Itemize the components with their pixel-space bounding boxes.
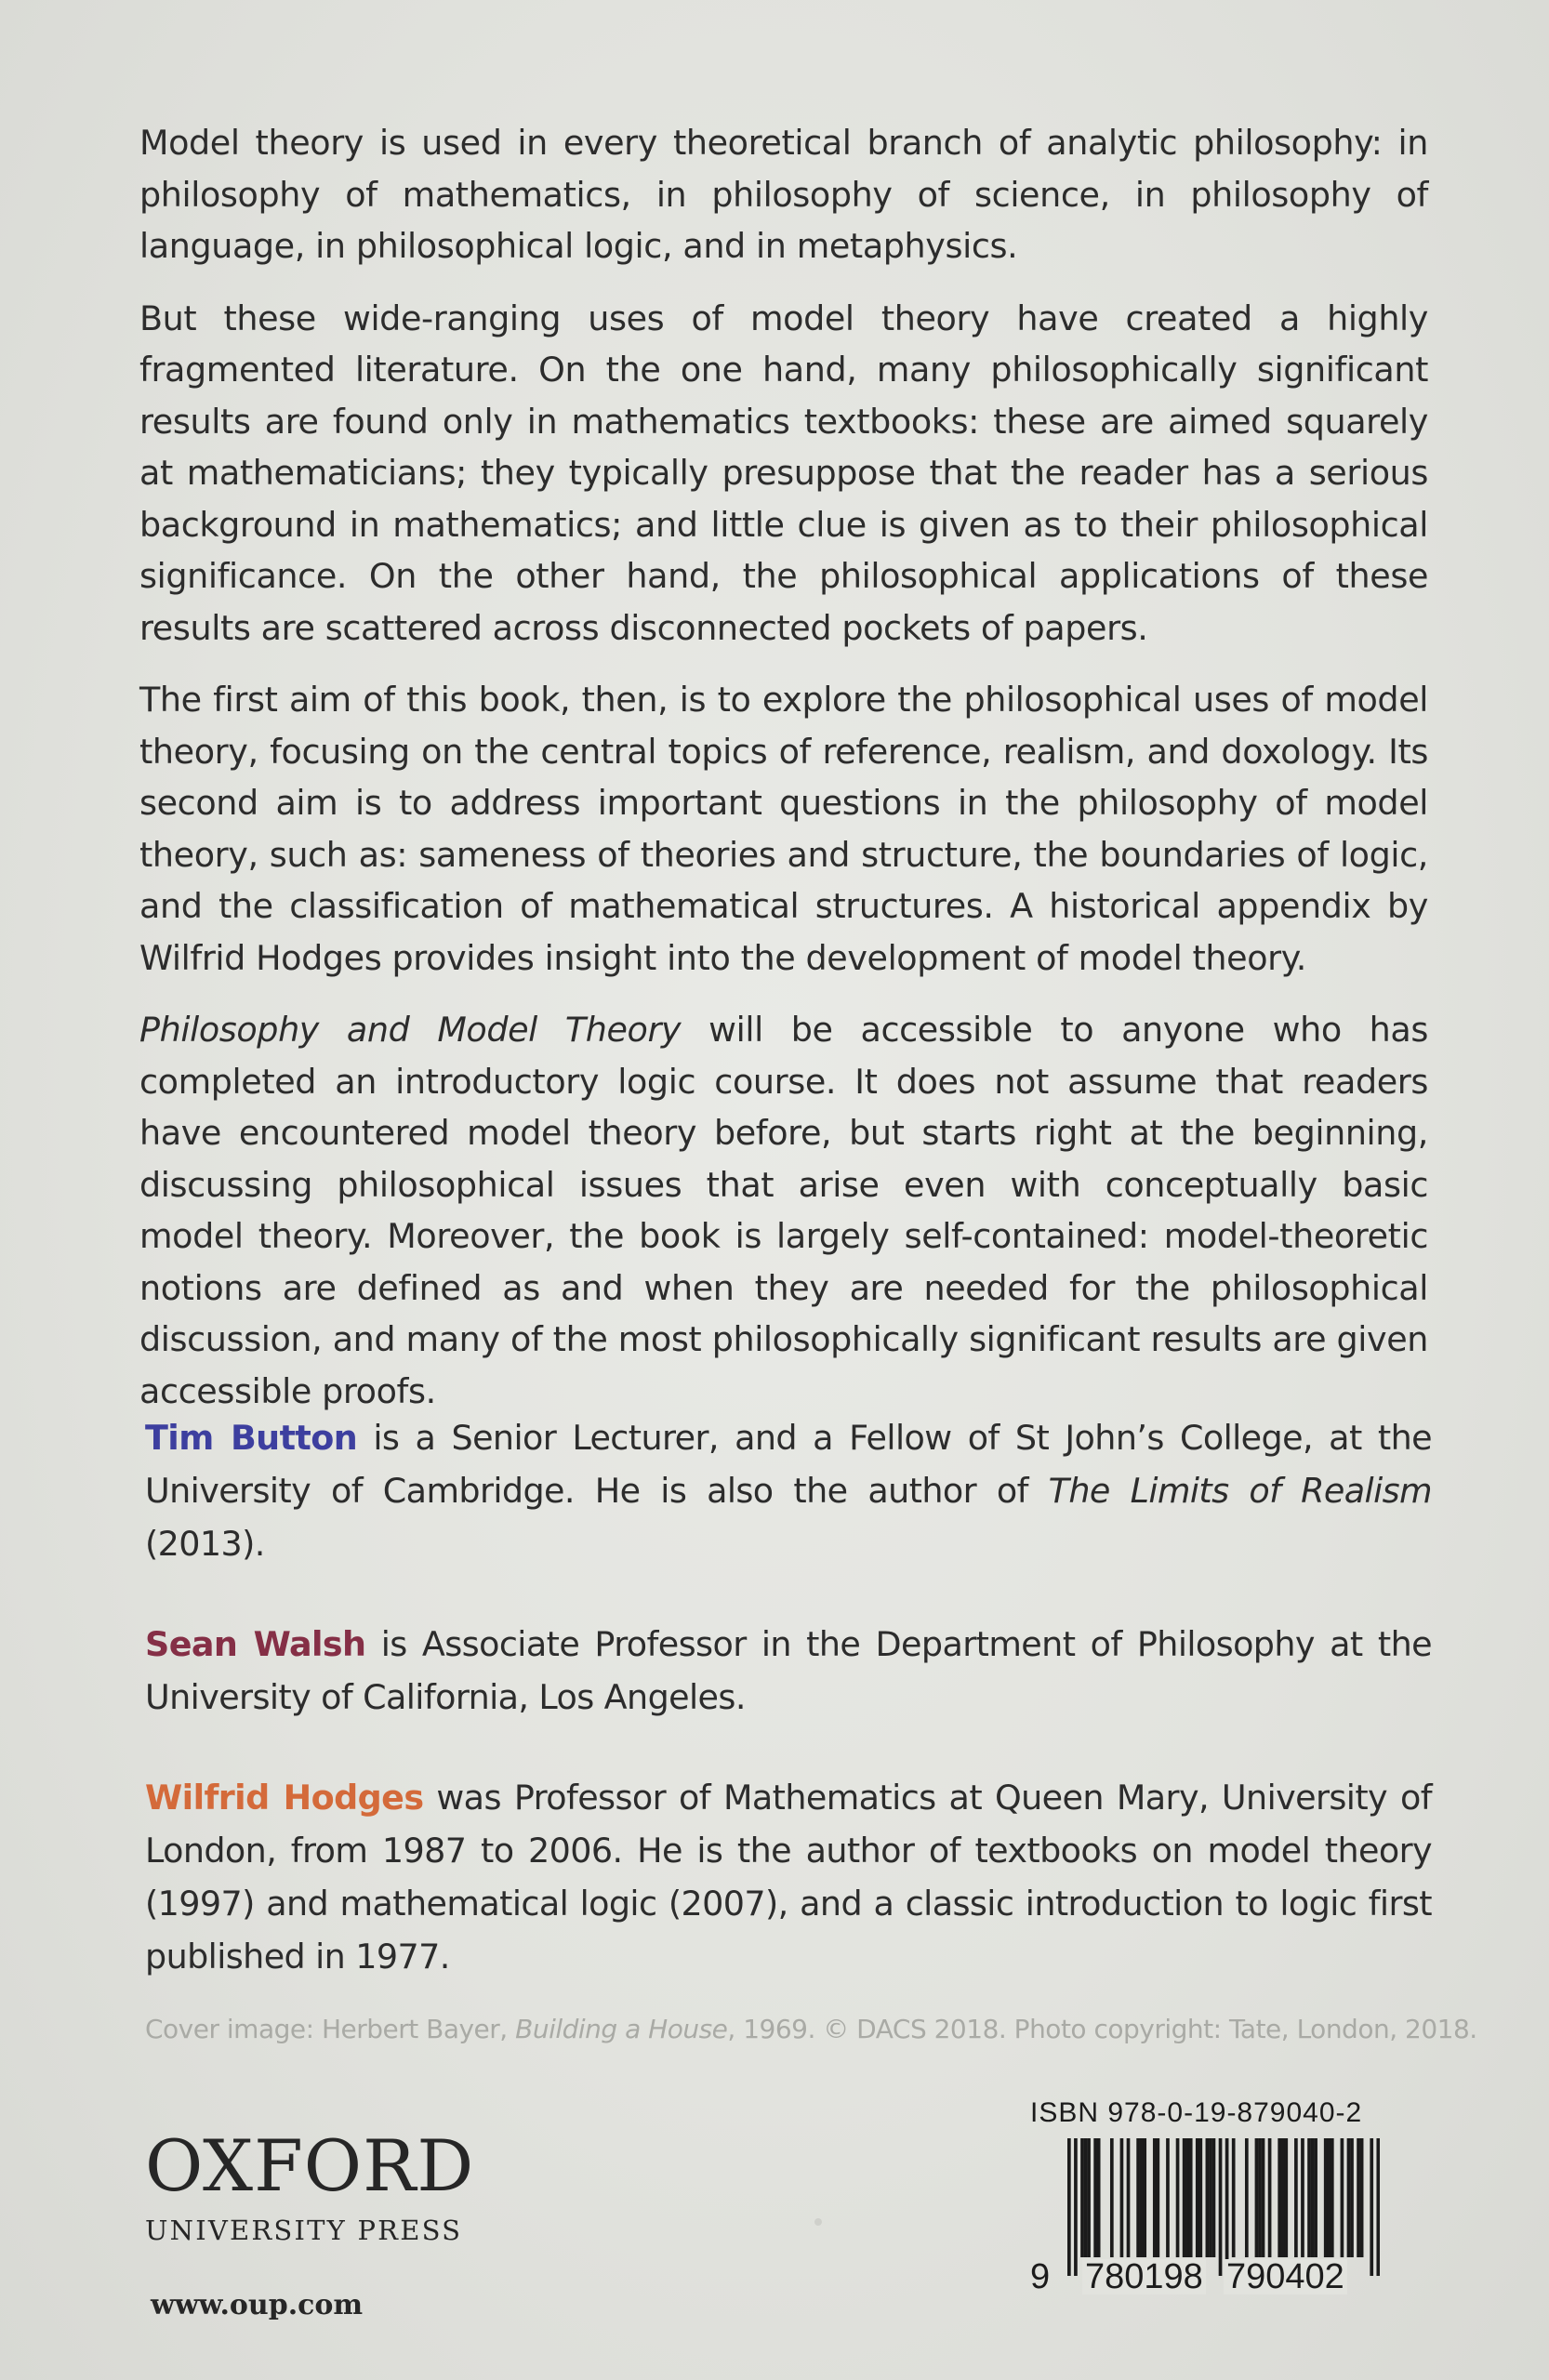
blurb-paragraph-4-text: will be accessible to anyone who has completed an introductory logic course. It does not assume that readers have encountered model theory before, but starts right at the beginning, discussing philosophical issues that arise even with conceptually basic model theory. Moreover, the book is largely self-contained: model-theoretic notions are defined as and when they are needed for the philosophical discussion, and many of the most philosophically significant results are given accessible proofs. bbox=[139, 1010, 1428, 1411]
author-book-title: The Limits of Realism bbox=[1048, 1471, 1432, 1511]
author-bio-text: is Associate Professor in the Department of Philosophy at the University of California, Los Angeles. bbox=[145, 1624, 1432, 1717]
publisher-logo bbox=[145, 2124, 475, 2246]
barcode-guard-bar bbox=[1219, 2138, 1223, 2276]
barcode-bar bbox=[1281, 2138, 1285, 2257]
barcode-bar bbox=[1087, 2138, 1091, 2257]
publisher-logo-subtitle: UNIVERSITY PRESS bbox=[145, 2215, 463, 2246]
author-name: Wilfrid Hodges bbox=[145, 1778, 424, 1818]
back-cover-blurb bbox=[139, 117, 1428, 1437]
blurb-paragraph-3: The first aim of this book, then, is to explore the philosophical uses of model theory, focusing on the central topics of reference, realism, and doxology. Its second aim is to address important questions in the philosophy of model theory, such as: sameness of theories and structure, the boundaries of logic, and the classification of mathematical structures. A historical appendix by Wilfrid Hodges provides insight into the development of model theory. bbox=[139, 680, 1428, 978]
cover-image-credit bbox=[145, 2014, 1477, 2044]
barcode-bar bbox=[1262, 2138, 1265, 2257]
barcode-bar bbox=[1084, 2138, 1088, 2257]
barcode-bar bbox=[1093, 2138, 1097, 2257]
barcode-guard-bar bbox=[1074, 2138, 1078, 2276]
barcode-bar bbox=[1209, 2138, 1212, 2257]
barcode-bar bbox=[1232, 2138, 1236, 2257]
author-bio-text: was Professor of Mathematics at Queen Mary, University of London, from 1987 to 2006. He is the author of textbooks on model theory (1997) and mathematical logic (2007), and a classic introduction to logic first published in 1977. bbox=[145, 1778, 1433, 1977]
barcode-bar bbox=[1357, 2138, 1360, 2257]
isbn-barcode bbox=[1067, 2138, 1380, 2276]
barcode-bar bbox=[1360, 2138, 1364, 2257]
credit-suffix: , 1969. © DACS 2018. Photo copyright: Tate, London, 2018. bbox=[727, 2014, 1477, 2044]
barcode-bar bbox=[1341, 2138, 1344, 2257]
barcode-bar bbox=[1324, 2138, 1328, 2257]
barcode-bar bbox=[1196, 2138, 1199, 2257]
author-bio-button bbox=[145, 1411, 1432, 1570]
barcode-bar bbox=[1350, 2138, 1354, 2257]
barcode-bar bbox=[1110, 2138, 1114, 2257]
barcode-bar bbox=[1120, 2138, 1124, 2257]
barcode-bar bbox=[1327, 2138, 1331, 2257]
barcode-bar bbox=[1311, 2138, 1315, 2257]
barcode-guard-bar bbox=[1376, 2138, 1380, 2276]
barcode-bar bbox=[1268, 2138, 1272, 2257]
barcode-bar bbox=[1176, 2138, 1180, 2257]
barcode-bar bbox=[1245, 2138, 1249, 2257]
barcode-guard-bar bbox=[1370, 2138, 1373, 2276]
barcode-bar bbox=[1278, 2138, 1281, 2257]
barcode-bar bbox=[1301, 2138, 1304, 2257]
barcode-bar bbox=[1097, 2138, 1101, 2257]
barcode-guard-bar bbox=[1225, 2138, 1229, 2276]
barcode-digits-left: 780198 bbox=[1082, 2259, 1206, 2294]
author-bio-text: is a Senior Lecturer, and a Fellow of St John’s College, at the University of Cambridge. He is also the author of bbox=[145, 1418, 1432, 1511]
barcode-bar bbox=[1307, 2138, 1311, 2257]
barcode-bar bbox=[1347, 2138, 1351, 2257]
barcode-bar bbox=[1198, 2138, 1202, 2257]
barcode-bar bbox=[1153, 2138, 1157, 2257]
barcode-bar bbox=[1212, 2138, 1216, 2257]
barcode-bar bbox=[1189, 2138, 1193, 2257]
author-name: Sean Walsh bbox=[145, 1624, 366, 1664]
barcode-bar bbox=[1331, 2138, 1334, 2257]
author-bios bbox=[145, 1411, 1432, 2030]
credit-prefix: Cover image: Herbert Bayer, bbox=[145, 2014, 516, 2044]
barcode-bar bbox=[1206, 2138, 1210, 2257]
blurb-paragraph-4 bbox=[139, 1004, 1428, 1417]
barcode-bar bbox=[1143, 2138, 1146, 2257]
barcode-bar bbox=[1183, 2138, 1186, 2257]
barcode-guard-bar bbox=[1067, 2138, 1071, 2276]
author-bio-text: (2013). bbox=[145, 1524, 265, 1564]
book-title: Philosophy and Model Theory bbox=[139, 1010, 682, 1050]
barcode-bar bbox=[1136, 2138, 1140, 2257]
barcode-bar bbox=[1140, 2138, 1144, 2257]
barcode-bar bbox=[1255, 2138, 1259, 2257]
publisher-logo-wordmark: OXFORD bbox=[145, 2124, 475, 2207]
barcode-bar bbox=[1258, 2138, 1262, 2257]
credit-artwork-title: Building a House bbox=[515, 2014, 728, 2044]
barcode-bar bbox=[1294, 2138, 1298, 2257]
barcode-bar bbox=[1314, 2138, 1317, 2257]
blurb-paragraph-2: But these wide-ranging uses of model theory have created a highly fragmented literature. On the one hand, many philosophically significant results are found only in mathematics textbooks: these are aimed squarely at mathematicians; they typically presuppose that the reader has a serious background in mathematics; and little clue is given as to their philosophical significance. On the other hand, the philosophical applications of these results are scattered across disconnected pockets of papers. bbox=[139, 298, 1428, 648]
barcode-digits-right: 790402 bbox=[1224, 2259, 1347, 2294]
barcode-bar bbox=[1166, 2138, 1170, 2257]
print-speck bbox=[814, 2218, 822, 2226]
isbn-label: ISBN 978-0-19-879040-2 bbox=[1030, 2097, 1363, 2128]
blurb-paragraph-1: Model theory is used in every theoretical branch of analytic philosophy: in philosophy of mathematics, in philosophy of science, in philosophy of language, in philosophical logic, and in metaphysics. bbox=[139, 123, 1428, 266]
barcode-bar bbox=[1156, 2138, 1159, 2257]
barcode-bar bbox=[1185, 2138, 1189, 2257]
author-bio-hodges bbox=[145, 1771, 1432, 1983]
publisher-url: www.oup.com bbox=[151, 2289, 364, 2321]
author-name: Tim Button bbox=[145, 1418, 358, 1458]
barcode-bar bbox=[1284, 2138, 1288, 2257]
barcode-digit-lead: 9 bbox=[1030, 2257, 1051, 2296]
author-bio-walsh bbox=[145, 1618, 1432, 1724]
barcode-bar bbox=[1080, 2138, 1084, 2257]
barcode-bar bbox=[1127, 2138, 1131, 2257]
